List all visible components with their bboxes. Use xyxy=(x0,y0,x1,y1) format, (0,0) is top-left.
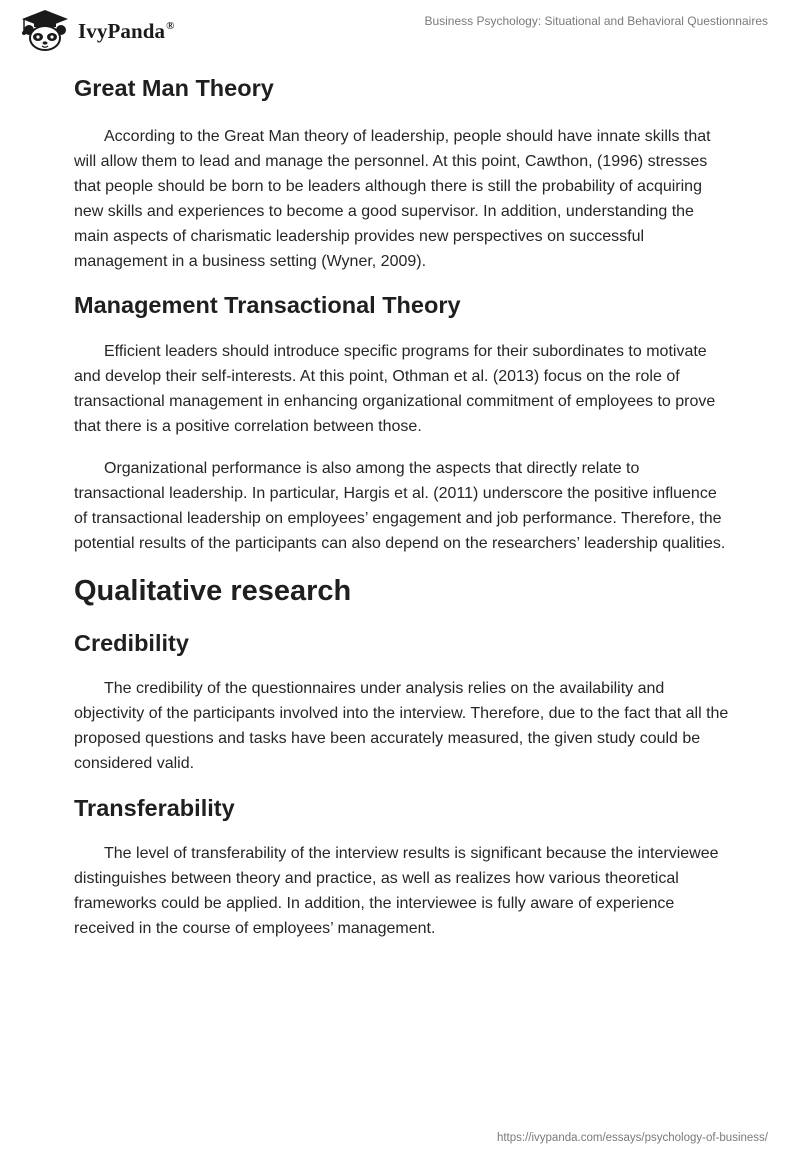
paragraph-transactional-2: Organizational performance is also among the aspects that directly relate to transactional leadership. In particular, Hargis et al. (2011) underscore the positive influence of transactional leadership on employees’ engagement and job performance. Therefore, the potential results of the participants can also depend on the researchers’ leadership qualities. xyxy=(74,460,726,552)
paragraph-transactional-1: Efficient leaders should introduce specific programs for their subordinates to motivate and develop their self-interests. At this point, Othman et al. (2013) focus on the role of transactional management in enhancing organizational commitment of employees to prove that there is a positive correlation between those. xyxy=(74,343,716,435)
paragraph-transferability: The level of transferability of the interview results is significant because the interviewee distinguishes between theory and practice, as well as realizes how various theoretical frameworks could be applied. In addition, the interviewee is fully aware of experience received in the course of employees’ management. xyxy=(74,845,719,937)
panda-graduate-icon xyxy=(16,8,74,52)
essay-content xyxy=(74,70,730,941)
paragraph-great-man: According to the Great Man theory of leadership, people should have innate skills that will allow them to lead and manage the personnel. At this point, Cawthon, (1996) stresses that people should be born to be leaders although there is still the probability of acquiring new skills and experiences to become a good supervisor. In addition, understanding the main aspects of charismatic leadership provides new perspectives on successful management in a business setting (Wyner, 2009). xyxy=(74,128,711,270)
heading-transferability: Transferability xyxy=(74,795,235,821)
paragraph-credibility: The credibility of the questionnaires under analysis relies on the availability and objectivity of the participants involved into the interview. Therefore, due to the fact that all the proposed questions and tasks have been accurately measured, the given study could be considered valid. xyxy=(74,680,729,772)
heading-qualitative-research: Qualitative research xyxy=(74,575,352,607)
ivypanda-logo[interactable] xyxy=(16,8,175,52)
heading-management-transactional-theory: Management Transactional Theory xyxy=(74,292,461,318)
source-url[interactable]: https://ivypanda.com/essays/psychology-of-business/ xyxy=(496,1132,768,1144)
logo-text: IvyPanda® xyxy=(78,18,175,43)
heading-credibility: Credibility xyxy=(74,630,189,656)
page-header xyxy=(0,0,800,60)
heading-great-man-theory: Great Man Theory xyxy=(74,75,274,101)
document-title: Business Psychology: Situational and Behavioral Questionnaires xyxy=(424,14,768,28)
